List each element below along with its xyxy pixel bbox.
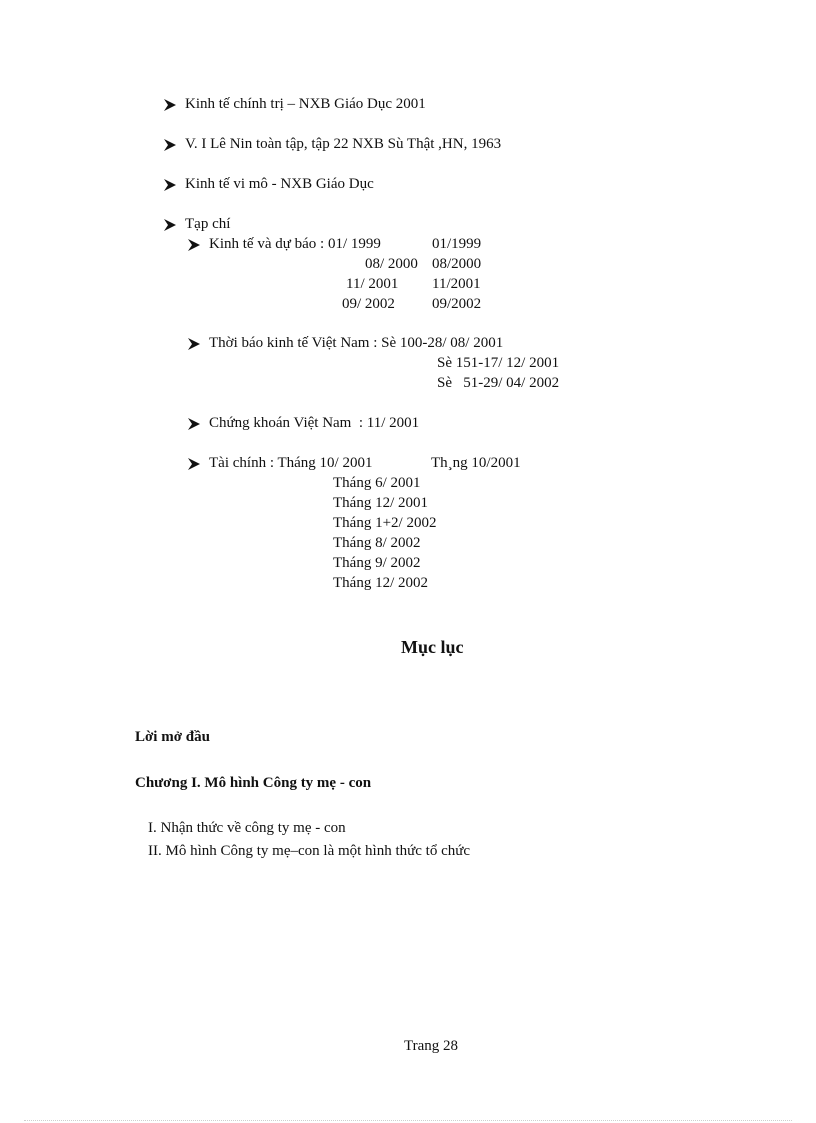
toc-chapter-1: Chương I. Mô hình Công ty mẹ - con	[135, 775, 372, 791]
journal-taichinh-row: Tháng 12/ 2001	[333, 495, 428, 511]
toc-intro: Lời mở đầu	[135, 729, 210, 745]
journal-thoibao-label: Thời báo kinh tế Việt Nam : Sè 100-28/ 08/ 2001	[209, 335, 504, 351]
journal-taichinh-row: Tháng 9/ 2002	[333, 555, 421, 571]
journal-taichinh-row: Tháng 1+2/ 2002	[333, 515, 437, 531]
bullet-arrow-icon	[163, 138, 177, 152]
bullet-arrow-icon	[163, 98, 177, 112]
page-number: Trang 28	[404, 1038, 459, 1054]
journal-taichinh-label: Tài chính : Tháng 10/ 2001	[209, 455, 373, 471]
journal-taichinh-row: Tháng 8/ 2002	[333, 535, 421, 551]
journal-thoibao-row: Sè 151-17/ 12/ 2001	[437, 355, 560, 371]
toc-section: I. Nhận thức về công ty mẹ - con	[148, 820, 346, 836]
reference-item: Kinh tế chính trị – NXB Giáo Dục 2001	[185, 96, 426, 112]
toc-title: Mục lục	[401, 637, 464, 657]
bullet-arrow-icon	[187, 457, 201, 471]
journal-kinhte-row-a: 11/ 2001	[346, 276, 399, 292]
bullet-arrow-icon	[163, 178, 177, 192]
reference-item: Kinh tế vi mô - NXB Giáo Dục	[185, 176, 374, 192]
journal-kinhte-row-b: 08/2000	[432, 256, 482, 272]
journal-kinhte-row-b: 09/2002	[432, 296, 482, 312]
journal-taichinh-col2: Th¸ng 10/2001	[431, 455, 521, 471]
journal-kinhte-row-a: 08/ 2000	[365, 256, 418, 272]
bullet-arrow-icon	[187, 337, 201, 351]
bullet-arrow-icon	[187, 417, 201, 431]
journal-taichinh-row: Tháng 6/ 2001	[333, 475, 421, 491]
journal-kinhte-col2: 01/1999	[432, 236, 482, 252]
toc-section: II. Mô hình Công ty mẹ–con là một hình thức tổ chức	[148, 843, 471, 859]
reference-item: Tạp chí	[185, 216, 231, 232]
journal-taichinh-row: Tháng 12/ 2002	[333, 575, 428, 591]
journal-kinhte-label: Kinh tế và dự báo : 01/ 1999	[209, 236, 381, 252]
journal-kinhte-row-a: 09/ 2002	[342, 296, 395, 312]
journal-thoibao-row: Sè 51-29/ 04/ 2002	[437, 375, 560, 391]
bullet-arrow-icon	[163, 218, 177, 232]
page-bottom-divider	[24, 1120, 792, 1121]
bullet-arrow-icon	[187, 238, 201, 252]
journal-kinhte-row-b: 11/2001	[432, 276, 481, 292]
reference-item: V. I Lê Nin toàn tập, tập 22 NXB Sù Thật ,HN, 1963	[185, 136, 502, 152]
journal-chungkhoan-label: Chứng khoán Việt Nam : 11/ 2001	[209, 415, 420, 431]
